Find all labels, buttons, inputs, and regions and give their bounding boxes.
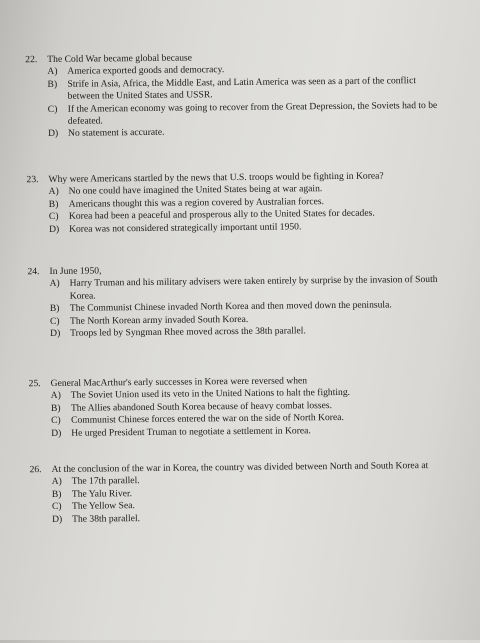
option-letter: A) bbox=[50, 390, 61, 402]
option-text: Strife in Asia, Africa, the Middle East, and Latin America was seen as a part of the conflict between the United States and USSR. bbox=[67, 74, 417, 103]
option-text: If the American economy was going to recover from the Great Depression, the Soviets had to be defeated. bbox=[67, 99, 438, 127]
option-letter: C) bbox=[48, 211, 59, 223]
option-letter: D) bbox=[48, 223, 60, 235]
option-text: The Soviet Union used its veto in the United Nations to halt the fighting. bbox=[70, 387, 351, 402]
question-24 bbox=[27, 262, 448, 341]
option-letter: D) bbox=[51, 427, 62, 439]
question-text: General MacArthur's early successes in Korea were reversed when bbox=[50, 375, 308, 389]
question-23 bbox=[26, 170, 447, 236]
option-letter: C) bbox=[51, 501, 62, 513]
question-text: Why were Americans startled by the news that U.S. troops would be fighting in Korea? bbox=[48, 170, 384, 185]
question-text: The Cold War became global because bbox=[47, 52, 193, 66]
option-letter: C) bbox=[47, 103, 58, 115]
option-text: America exported goods and democracy. bbox=[67, 64, 225, 78]
option-letter: A) bbox=[51, 476, 62, 488]
question-text: In June 1950, bbox=[49, 265, 102, 277]
option-letter: B) bbox=[48, 198, 59, 210]
question-26 bbox=[29, 460, 450, 526]
question-number: 25. bbox=[28, 378, 41, 390]
question-text: At the conclusion of the war in Korea, the country was divided between North and South Korea at bbox=[51, 460, 429, 475]
option-text: The Yalu River. bbox=[71, 487, 133, 500]
option-text: The Allies abandoned South Korea because of heavy combat losses. bbox=[70, 399, 333, 414]
question-number: 23. bbox=[26, 174, 39, 186]
option-text: No statement is accurate. bbox=[67, 127, 165, 140]
option-letter: A) bbox=[47, 66, 58, 78]
option-letter: B) bbox=[49, 303, 60, 315]
option-letter: C) bbox=[50, 415, 61, 427]
option-text: Korea was not considered strategically important until 1950. bbox=[68, 220, 302, 235]
option-text: No one could have imagined the United States being at war again. bbox=[68, 183, 323, 198]
option-text: The Yellow Sea. bbox=[71, 500, 135, 512]
option-letter: D) bbox=[47, 128, 59, 140]
option-text: The 17th parallel. bbox=[71, 475, 140, 488]
option-text: Troops led by Syngman Rhee moved across the 38th parallel. bbox=[70, 325, 306, 339]
option-letter: A) bbox=[48, 186, 59, 198]
question-number: 26. bbox=[29, 464, 42, 476]
option-letter: B) bbox=[50, 402, 61, 414]
option-letter: C) bbox=[49, 315, 60, 327]
option-text: The 38th parallel. bbox=[72, 512, 141, 525]
question-22 bbox=[25, 50, 446, 141]
question-number: 24. bbox=[27, 266, 40, 278]
option-text: Americans thought this was a region covered by Australian forces. bbox=[68, 195, 325, 210]
option-letter: D) bbox=[52, 513, 63, 525]
option-text: He urged President Truman to negotiate a settlement in Korea. bbox=[71, 424, 311, 439]
option-text: The Communist Chinese invaded North Korea and then moved down the peninsula. bbox=[69, 299, 392, 314]
question-number: 22. bbox=[25, 54, 38, 66]
option-text: Korea had been a peaceful and prosperous ally to the United States for decades. bbox=[68, 207, 375, 223]
option-letter: B) bbox=[51, 488, 62, 500]
option-text: The North Korean army invaded South Korea. bbox=[69, 313, 249, 327]
option-letter: B) bbox=[47, 78, 58, 90]
question-25 bbox=[29, 374, 450, 440]
option-text: Harry Truman and his military advisers were taken entirely by surprise by the invasion of South Korea. bbox=[69, 274, 438, 302]
option-text: Communist Chinese forces entered the war on the side of North Korea. bbox=[70, 412, 344, 426]
option-letter: A) bbox=[49, 278, 60, 290]
option-letter: D) bbox=[50, 327, 61, 340]
